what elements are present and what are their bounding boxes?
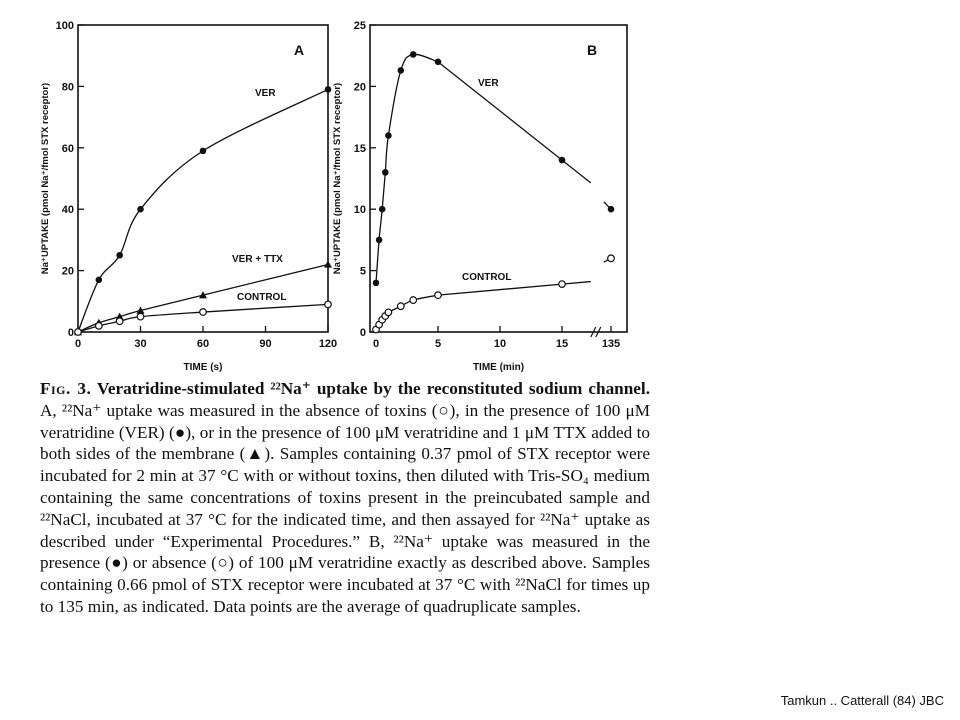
panel-a-series-label: VER xyxy=(255,88,276,99)
panel-b-x-tick-label: 10 xyxy=(493,338,507,350)
panel-a-data-point xyxy=(137,313,144,320)
panel-a-x-tick-label: 60 xyxy=(196,338,210,350)
caption-figure-label: Fig. 3. xyxy=(40,379,92,398)
panel-b-data-point xyxy=(559,281,566,288)
panel-a-data-point xyxy=(75,329,82,336)
panel-b-data-point xyxy=(398,303,405,310)
panel-b-y-tick-label: 25 xyxy=(353,20,366,32)
panel-a-data-point xyxy=(325,301,332,308)
panel-b-series-ver xyxy=(373,51,615,286)
panel-a-data-point xyxy=(96,323,103,330)
caption-title: Veratridine-stimulated ²²Na⁺ uptake by the reconstituted sodium channel. xyxy=(91,379,650,398)
panel-b-series-control xyxy=(373,255,615,333)
panel-a-chart xyxy=(40,20,337,373)
panel-b-label: B xyxy=(587,42,598,58)
panel-a-data-point xyxy=(324,260,332,267)
panel-b-x-tick-label: 135 xyxy=(601,338,621,350)
panel-b-series-line xyxy=(438,284,562,295)
panel-b-data-point xyxy=(435,292,442,299)
panel-a-x-axis-label: TIME (s) xyxy=(183,362,223,373)
panel-b-y-axis-label: Na⁺UPTAKE (pmol Na⁺/fmol STX receptor) xyxy=(332,82,343,275)
panel-b-data-point xyxy=(410,297,417,304)
panel-b-y-tick-label: 20 xyxy=(353,81,366,94)
panel-a-series-label: VER + TTX xyxy=(232,254,283,265)
panel-a-data-point xyxy=(96,277,103,284)
panel-a-data-point xyxy=(200,309,207,316)
source-credit: Tamkun .. Catterall (84) JBC xyxy=(780,693,944,708)
panel-a-y-tick-label: 80 xyxy=(61,81,74,94)
panel-b-data-point xyxy=(608,206,615,213)
panel-a-x-tick-label: 0 xyxy=(74,338,82,350)
figure-caption xyxy=(40,378,650,618)
panel-a-y-tick-label: 40 xyxy=(61,204,74,217)
panel-b-y-tick-label: 10 xyxy=(353,204,366,217)
panel-a-y-axis-label: Na⁺UPTAKE (pmol Na⁺/fmol STX receptor) xyxy=(40,82,51,275)
panel-b-data-point xyxy=(608,255,615,262)
panel-b-data-point xyxy=(373,280,380,287)
panel-b-y-tick-label: 5 xyxy=(359,265,366,278)
panel-b-series-line xyxy=(562,160,591,183)
panel-a-data-point xyxy=(325,86,332,93)
panel-b-data-point xyxy=(410,51,417,58)
panel-a-x-tick-label: 120 xyxy=(318,338,338,350)
panel-b-data-point xyxy=(435,59,442,66)
panel-b-x-tick-label: 0 xyxy=(372,338,380,350)
panel-b-series-label: CONTROL xyxy=(462,272,512,283)
panel-a-y-tick-label: 0 xyxy=(67,327,74,339)
panel-b-data-point xyxy=(379,206,386,213)
panel-b-data-point xyxy=(559,157,566,164)
panel-a-y-tick-label: 60 xyxy=(61,142,74,155)
caption-body: A, ²²Na⁺ uptake was measured in the absence of toxins (○), in the presence of 100 μM veratridine (VER) (●), or in the presence of 100 μM veratridine and 1 μM TTX added to both sides of the membrane (▲). Samples containing 0.37 pmol of STX receptor were incubated for 2 min at 37 °C with or without toxins, then diluted with Tris-SO₄ medium containing the same concentrations of toxins present in the preincubated sample and ²²NaCl, incubated at 37 °C for the indicated time, and then assayed for ²²Na⁺ uptake as described under “Experimental Procedures.” B, ²²Na⁺ uptake was measured in the presence (●) or absence (○) of 100 μM veratridine exactly as described above. Samples containing 0.66 pmol of STX receptor were incubated at 37 °C with ²²NaCl for times up to 135 min, as indicated. Data points are the average of quadruplicate samples. xyxy=(40,400,650,616)
panel-a-series-label: CONTROL xyxy=(237,292,287,303)
panel-a-x-tick-label: 30 xyxy=(134,338,147,350)
panel-a-data-point xyxy=(137,206,144,213)
panel-b-x-axis-label: TIME (min) xyxy=(472,362,525,373)
panel-b-series-line xyxy=(438,62,562,160)
panel-a-data-point xyxy=(200,148,207,155)
panel-a-label: A xyxy=(294,42,305,58)
panel-a-y-tick-label: 20 xyxy=(61,265,74,278)
panel-a-plot-frame xyxy=(78,25,328,332)
panel-b-x-tick-label: 5 xyxy=(434,338,442,350)
panel-a-y-tick-label: 100 xyxy=(55,20,74,32)
panel-b-series-line xyxy=(562,282,591,285)
panel-b-data-point xyxy=(385,309,392,316)
panel-a-data-point xyxy=(116,252,123,259)
panel-b-y-tick-label: 0 xyxy=(359,327,366,339)
panel-b-data-point xyxy=(385,132,392,139)
panel-b-series-label: VER xyxy=(478,78,499,89)
panel-b-data-point xyxy=(382,169,389,176)
panel-b-data-point xyxy=(376,237,383,244)
panel-b-series-line xyxy=(376,54,438,283)
panel-a-data-point xyxy=(116,318,123,325)
panel-b-plot-frame xyxy=(370,25,627,332)
panel-a-x-tick-label: 90 xyxy=(259,338,272,350)
panel-b-data-point xyxy=(398,67,405,74)
panel-b-x-tick-label: 15 xyxy=(555,338,569,350)
panel-b-chart xyxy=(332,20,627,373)
panel-b-y-tick-label: 15 xyxy=(353,142,366,155)
